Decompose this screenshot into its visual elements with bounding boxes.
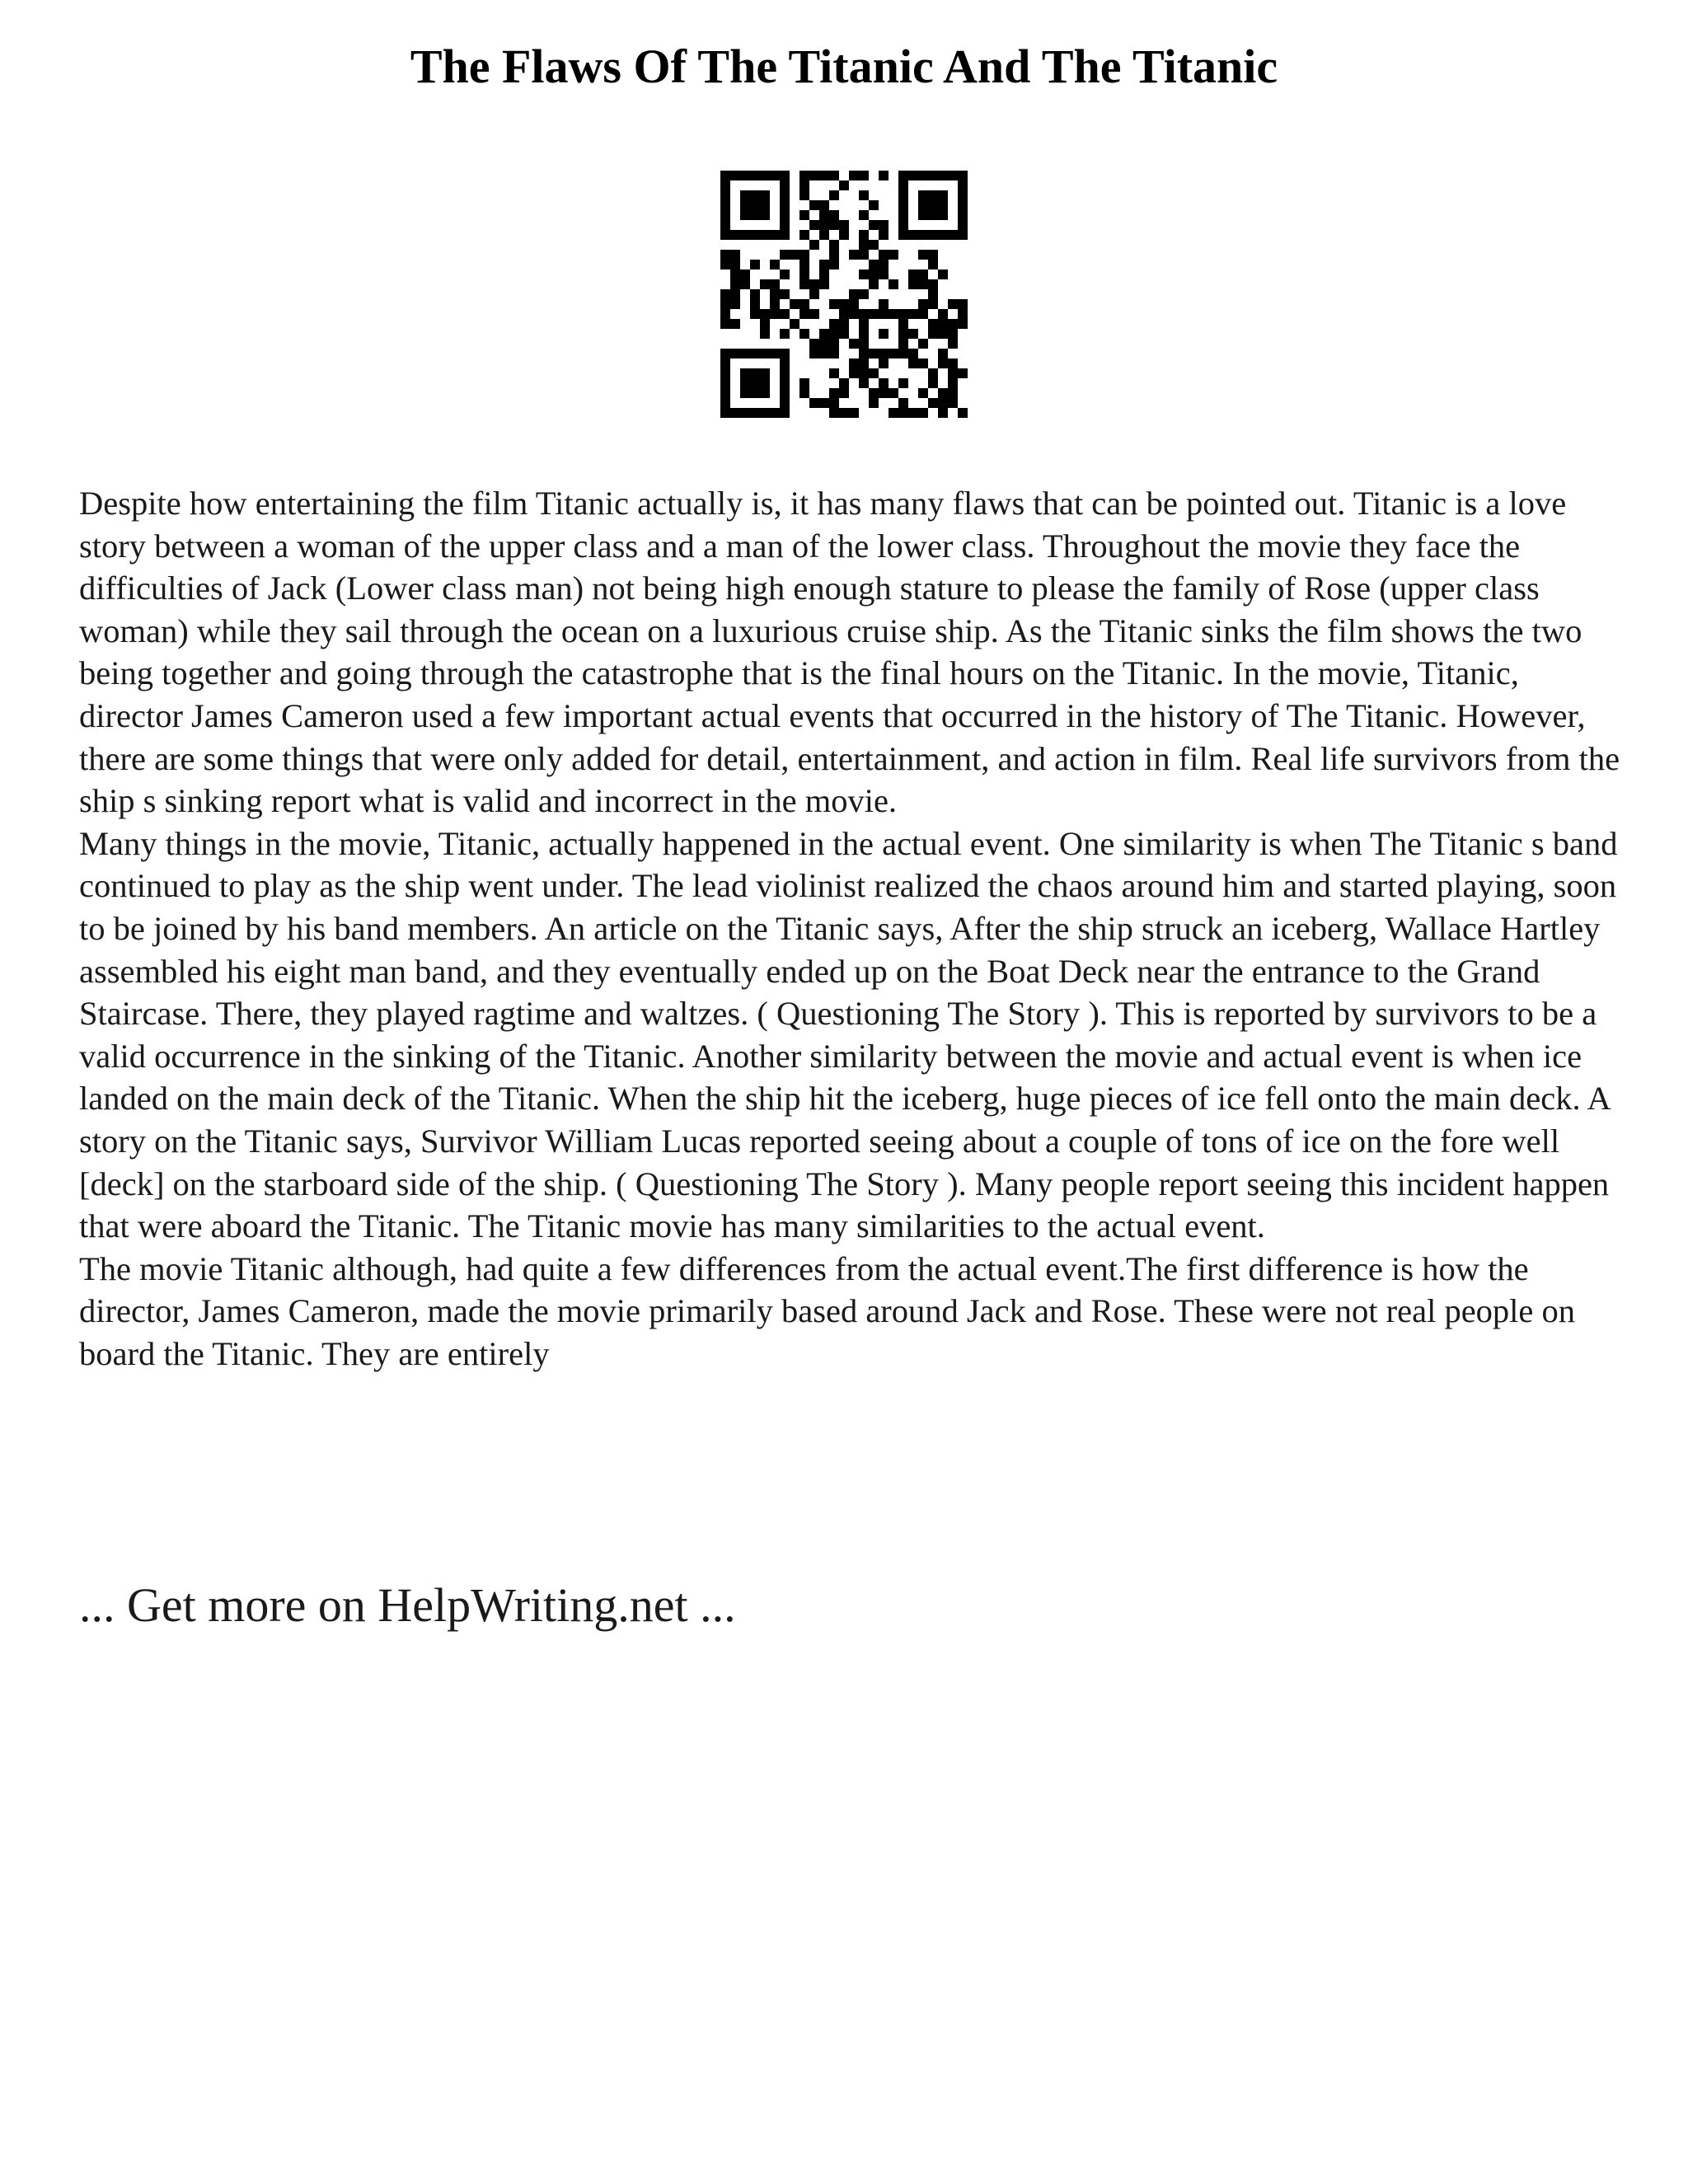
get-more-link[interactable]: ... Get more on HelpWriting.net ... bbox=[79, 1578, 736, 1632]
document-title: The Flaws Of The Titanic And The Titanic bbox=[410, 40, 1278, 93]
essay-body bbox=[79, 482, 1620, 1375]
qr-code[interactable] bbox=[720, 171, 968, 418]
qr-code-graphic bbox=[720, 171, 968, 418]
paragraph-2: Many things in the movie, Titanic, actually happened in the actual event. One similarity is when The Titanic s band continued to play as the ship went under. The lead violinist realized the chaos around him and started playing, soon to be joined by his band members. An article on the Titanic says, After the ship struck an iceberg, Wallace Hartley assembled his eight man band, and they eventually ended up on the Boat Deck near the entrance to the Grand Staircase. There, they played ragtime and waltzes. ( Questioning The Story ). This is reported by survivors to be a valid occurrence in the sinking of the Titanic. Another similarity between the movie and actual event is when ice landed on the main deck of the Titanic. When the ship hit the iceberg, huge pieces of ice fell onto the main deck. A story on the Titanic says, Survivor William Lucas reported seeing about a couple of tons of ice on the fore well [deck] on the starboard side of the ship. ( Questioning The Story ). Many people report seeing this incident happen that were aboard the Titanic. The Titanic movie has many similarities to the actual event. bbox=[79, 824, 1618, 1245]
paragraph-1: Despite how entertaining the film Titanic actually is, it has many flaws that can be pointed out. Titanic is a love story between a woman of the upper class and a man of the lower class. Throughout the movie they face the difficulties of Jack (Lower class man) not being high enough stature to please the family of Rose (upper class woman) while they sail through the ocean on a luxurious cruise ship. As the Titanic sinks the film shows the two being together and going through the catastrophe that is the final hours on the Titanic. In the movie, Titanic, director James Cameron used a few important actual events that occurred in the history of The Titanic. However, there are some things that were only added for detail, entertainment, and action in film. Real life survivors from the ship s sinking report what is valid and incorrect in the movie. bbox=[79, 485, 1620, 820]
paragraph-3: The movie Titanic although, had quite a few differences from the actual event.The first difference is how the director, James Cameron, made the movie primarily based around Jack and Rose. These were not real people on board the Titanic. They are entirely bbox=[79, 1249, 1576, 1372]
